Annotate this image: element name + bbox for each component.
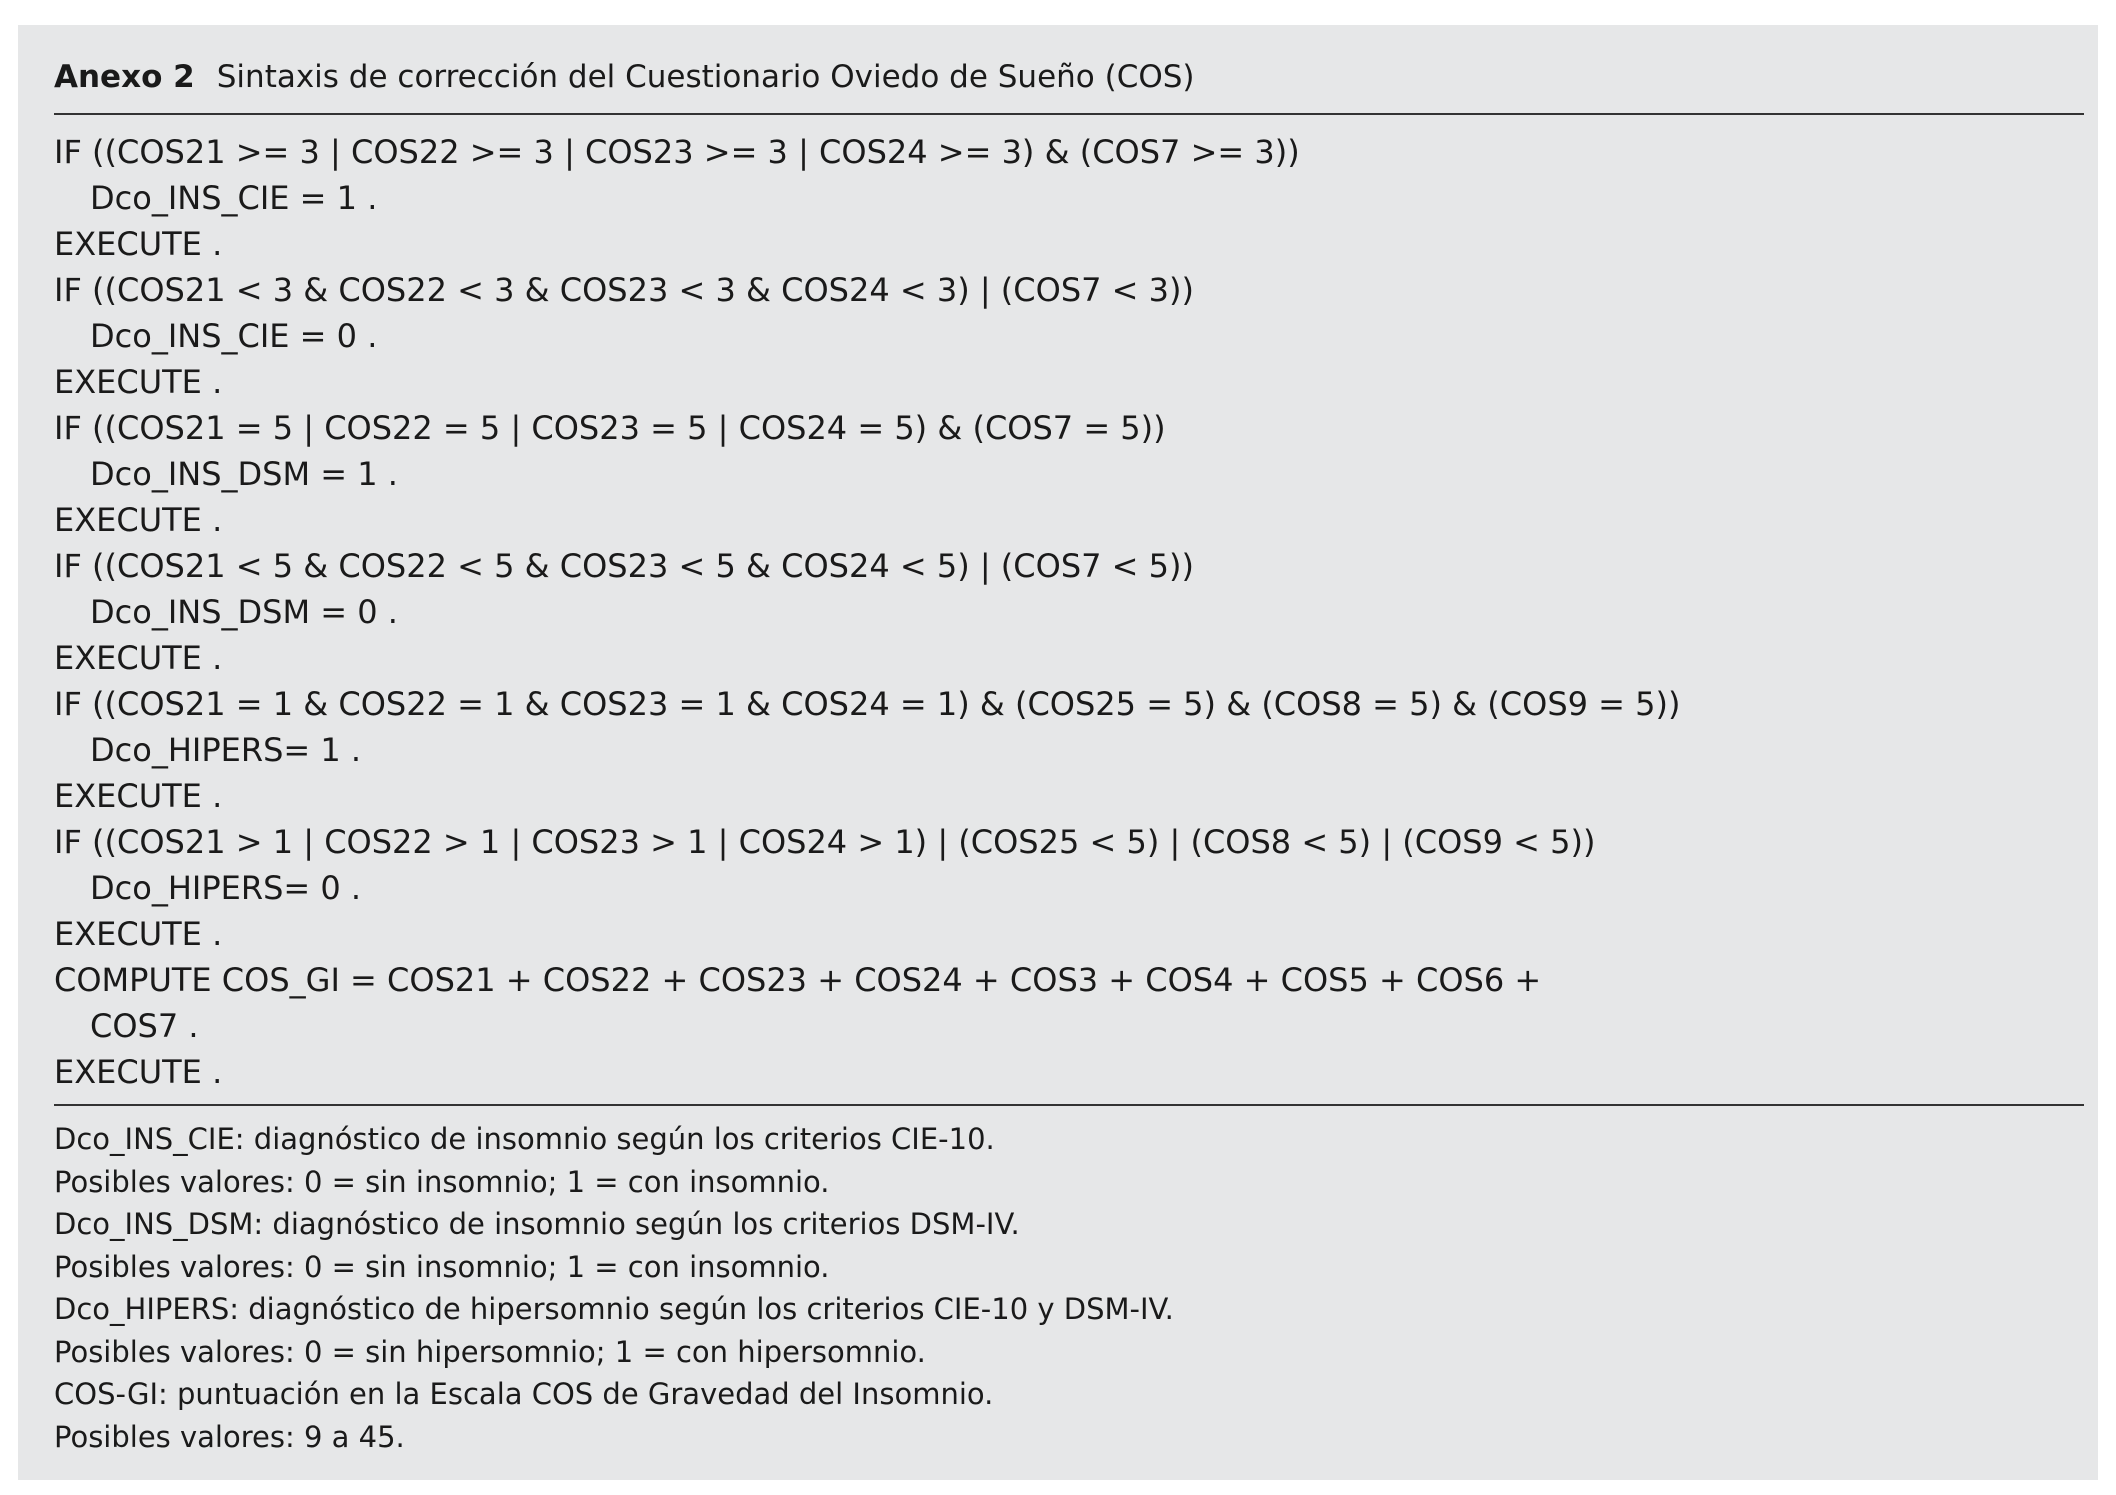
code-line: Dco_INS_CIE = 0 . [90,317,378,355]
top-divider [54,113,2084,115]
annex-header [54,55,1195,99]
annex-panel [18,25,2098,1480]
notes-divider [54,1104,2084,1106]
code-line: EXECUTE . [54,501,223,539]
note-line: Posibles valores: 0 = sin insomnio; 1 = con insomnio. [54,1164,830,1199]
note-line: Dco_INS_DSM: diagnóstico de insomnio según los criterios DSM-IV. [54,1207,1020,1241]
code-line: EXECUTE . [54,915,223,953]
code-line: EXECUTE . [54,225,223,263]
code-line: IF ((COS21 < 3 & COS22 < 3 & COS23 < 3 & COS24 < 3) | (COS7 < 3)) [54,271,1194,309]
code-line: COMPUTE COS_GI = COS21 + COS22 + COS23 + COS24 + COS3 + COS4 + COS5 + COS6 + [54,961,1542,999]
annex-label: Anexo 2 [54,59,195,95]
notes-block [54,1118,1174,1458]
code-line: IF ((COS21 >= 3 | COS22 >= 3 | COS23 >= 3 | COS24 >= 3) & (COS7 >= 3)) [54,133,1300,171]
code-line: Dco_INS_DSM = 0 . [90,593,398,631]
code-line: IF ((COS21 < 5 & COS22 < 5 & COS23 < 5 & COS24 < 5) | (COS7 < 5)) [54,547,1194,585]
annex-title: Sintaxis de corrección del Cuestionario Oviedo de Sueño (COS) [216,59,1195,95]
code-line: COS7 . [90,1007,199,1045]
note-line: COS-GI: puntuación en la Escala COS de Gravedad del Insomnio. [54,1377,994,1411]
code-line: IF ((COS21 = 5 | COS22 = 5 | COS23 = 5 | COS24 = 5) & (COS7 = 5)) [54,409,1166,447]
code-line: IF ((COS21 > 1 | COS22 > 1 | COS23 > 1 | COS24 > 1) | (COS25 < 5) | (COS8 < 5) | (COS9 < 5)) [54,823,1596,861]
note-line: Posibles valores: 0 = sin hipersomnio; 1 = con hipersomnio. [54,1334,926,1369]
code-line: Dco_HIPERS= 0 . [90,869,362,907]
code-line: EXECUTE . [54,777,223,815]
syntax-code-block [54,129,1680,1095]
note-line: Posibles valores: 0 = sin insomnio; 1 = con insomnio. [54,1249,830,1284]
note-line: Dco_INS_CIE: diagnóstico de insomnio según los criterios CIE-10. [54,1122,995,1156]
code-line: EXECUTE . [54,639,223,677]
code-line: EXECUTE . [54,1053,223,1091]
code-line: IF ((COS21 = 1 & COS22 = 1 & COS23 = 1 & COS24 = 1) & (COS25 = 5) & (COS8 = 5) & (COS9 = 5)) [54,685,1681,723]
code-line: Dco_INS_DSM = 1 . [90,455,398,493]
note-line: Dco_HIPERS: diagnóstico de hipersomnio según los criterios CIE-10 y DSM-IV. [54,1292,1174,1326]
code-line: Dco_HIPERS= 1 . [90,731,362,769]
code-line: Dco_INS_CIE = 1 . [90,179,378,217]
note-line: Posibles valores: 9 a 45. [54,1419,405,1454]
code-line: EXECUTE . [54,363,223,401]
